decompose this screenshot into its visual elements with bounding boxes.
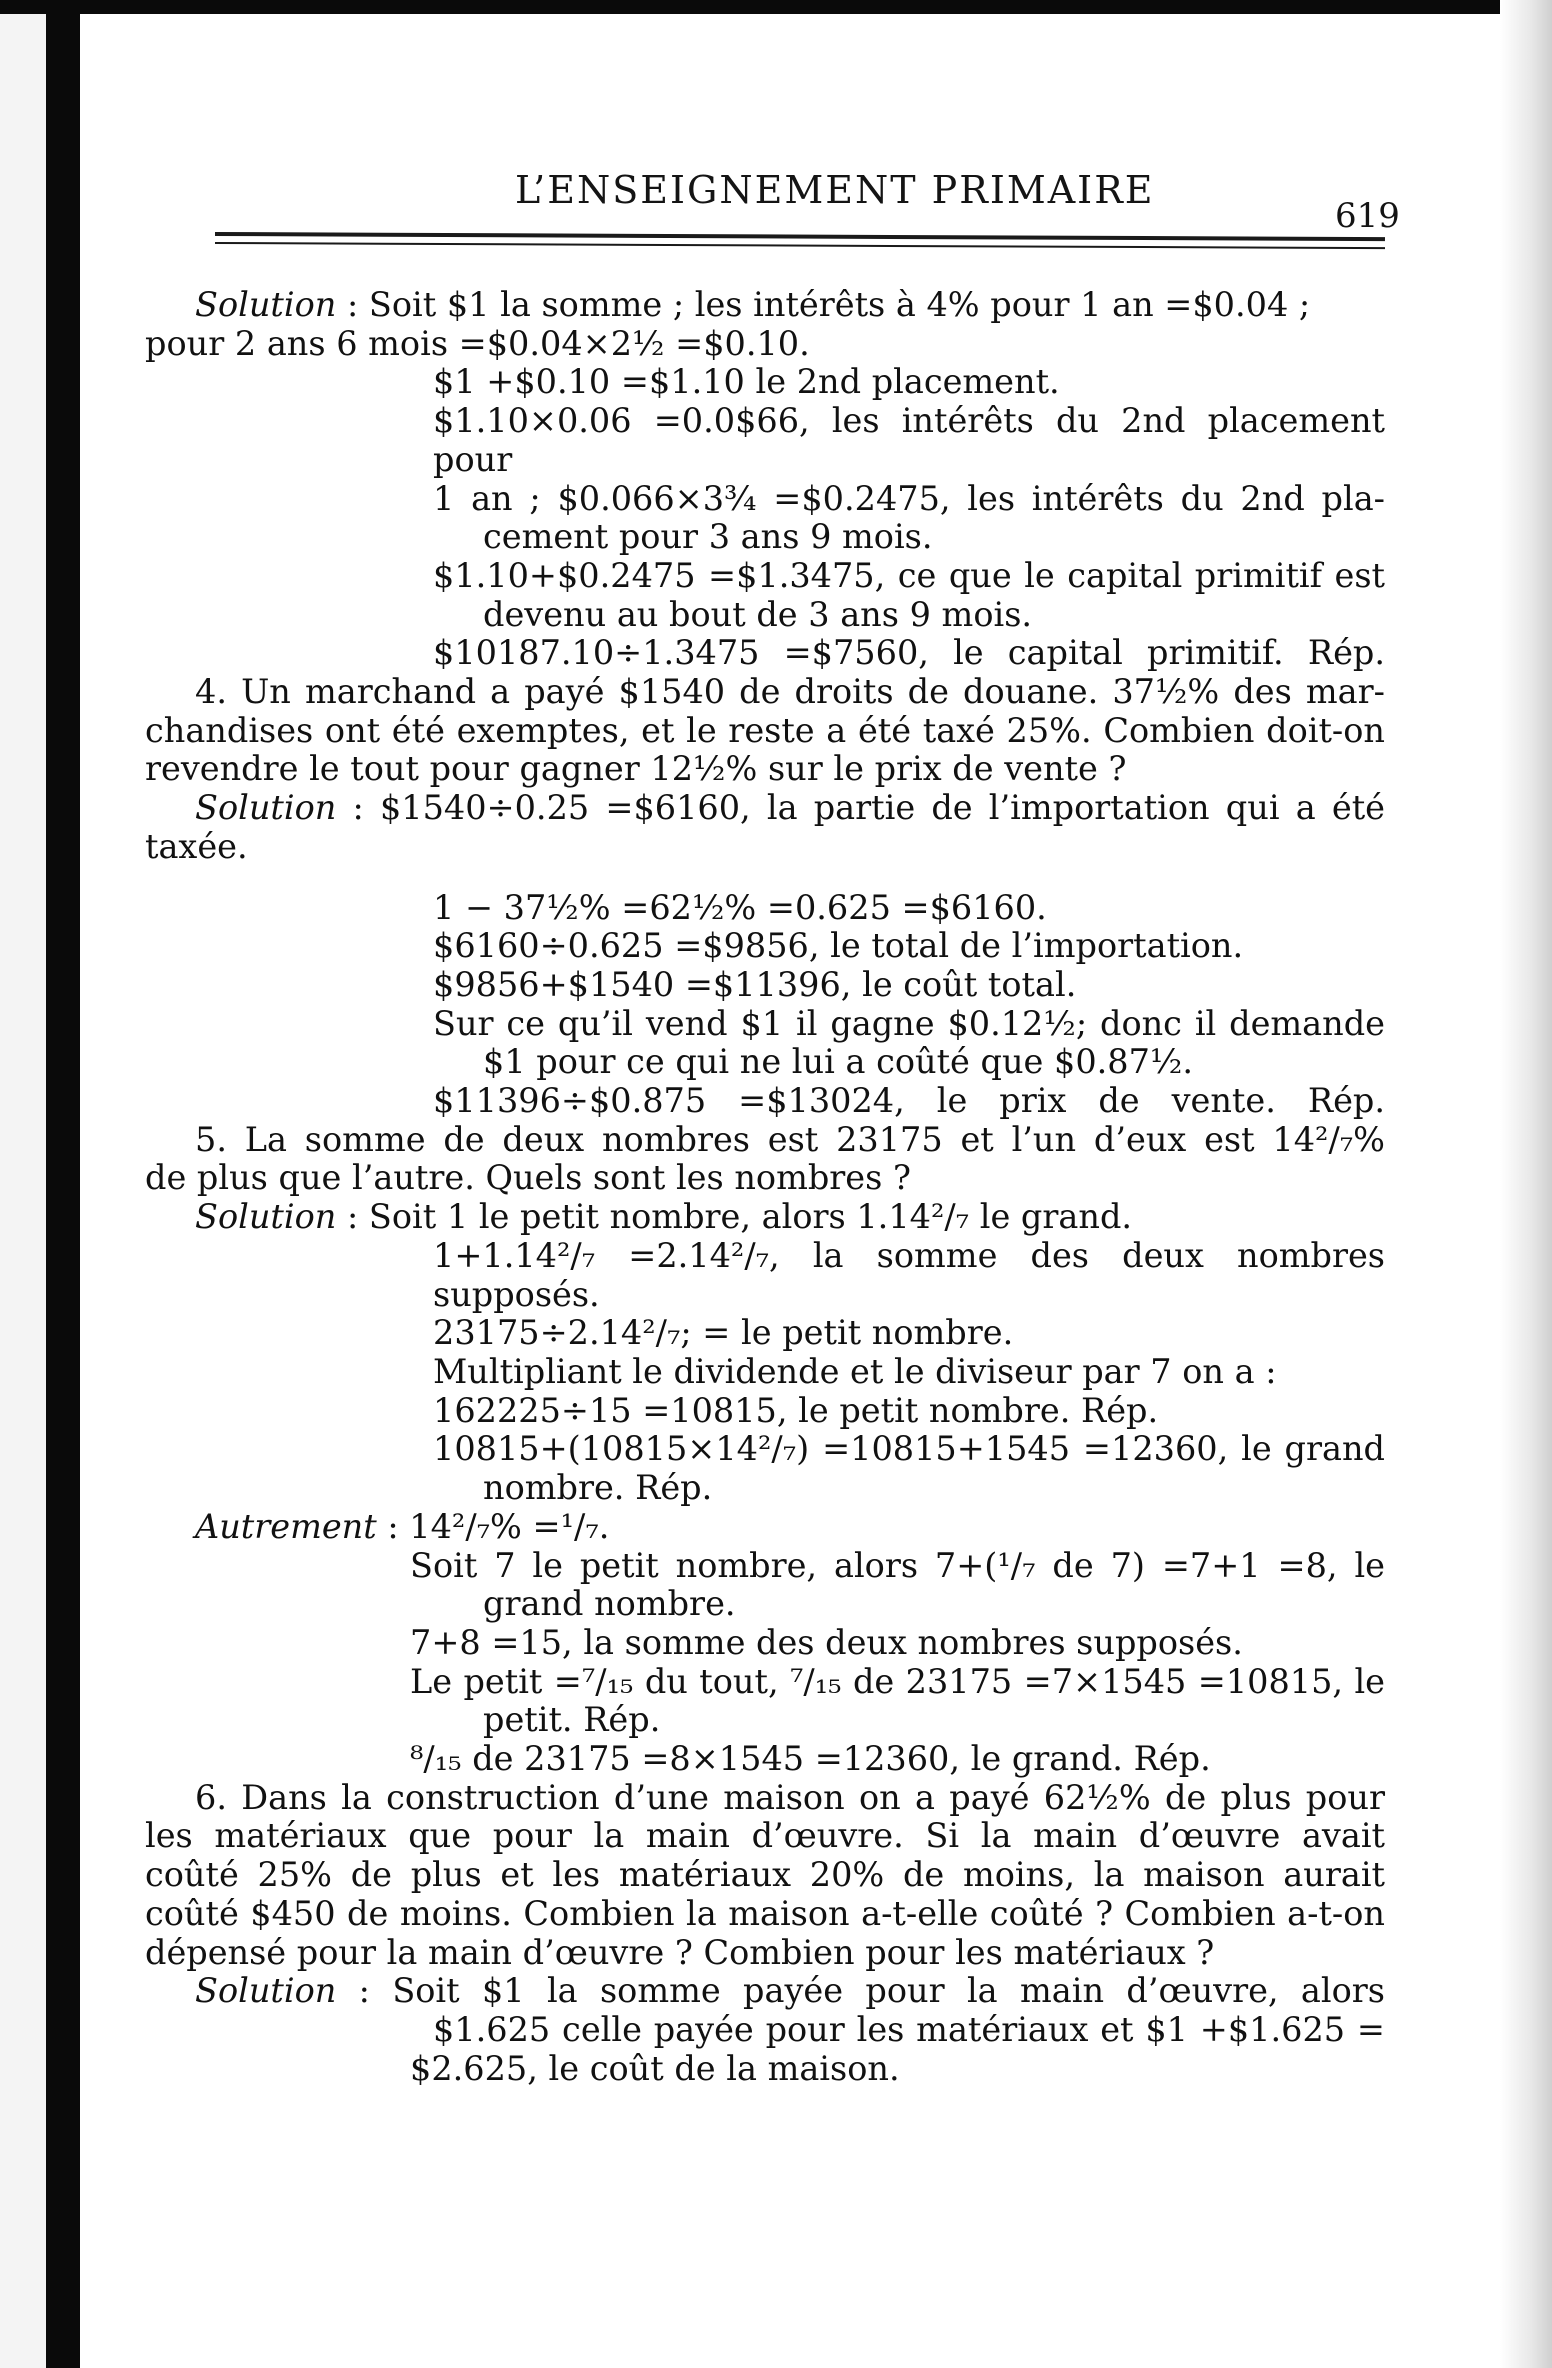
text-line (145, 1392, 1385, 1431)
text-line (145, 750, 1385, 789)
line-text: 162225÷15 =10815, le petit nombre. Rép. (433, 1390, 1159, 1430)
line-text: Le petit =⁷/₁₅ du tout, ⁷/₁₅ de 23175 =7×1545 =10815, le (410, 1661, 1385, 1701)
text-line (145, 1508, 1385, 1547)
text-line (145, 1740, 1385, 1779)
solution-label: Solution (195, 1971, 337, 2011)
text-line (145, 1895, 1385, 1934)
line-text: : Soit $1 la somme ; les intérêts à 4% pour 1 an =$0.04 ; (336, 285, 1311, 324)
scan-top-border (0, 0, 1552, 14)
line-text: Multipliant le dividende et le diviseur par 7 on a : (433, 1351, 1277, 1391)
line-text: coûté 25% de plus et les matériaux 20% de moins, la maison aurait (145, 1855, 1385, 1895)
solution-label: Solution (195, 1197, 337, 1237)
text-line (145, 286, 1385, 325)
text-line (145, 1701, 1385, 1740)
text-line (145, 325, 1385, 364)
text-line (145, 518, 1385, 557)
text-line (145, 480, 1385, 519)
text-line (145, 1856, 1385, 1895)
body-text (145, 286, 1385, 2088)
line-text: grand nombre. (483, 1584, 736, 1624)
line-text: $2.625, le coût de la maison. (410, 2048, 900, 2088)
line-text: dépensé pour la main d’œuvre ? Combien pour les matériaux ? (145, 1932, 1215, 1972)
text-line (145, 596, 1385, 635)
line-text: $6160÷0.625 =$9856, le total de l’importation. (433, 926, 1244, 966)
line-text: 1 an ; $0.066×3¾ =$0.2475, les intérêts du 2nd pla- (433, 478, 1385, 518)
text-line (145, 1314, 1385, 1353)
line-text: 7+8 =15, la somme des deux nombres supposés. (410, 1622, 1243, 1662)
text-line (145, 1585, 1385, 1624)
line-text: 23175÷2.14²/₇; = le petit nombre. (433, 1313, 1014, 1353)
line-text: nombre. Rép. (483, 1468, 713, 1508)
line-text: 1+1.14²/₇ =2.14²/₇, la somme des deux nombres supposés. (433, 1235, 1385, 1314)
text-line (145, 789, 1385, 828)
text-line (145, 2011, 1385, 2050)
text-line (145, 673, 1385, 712)
line-text: : Soit 1 le petit nombre, alors 1.14²/₇ le grand. (336, 1197, 1133, 1237)
text-line (145, 1817, 1385, 1856)
text-line (145, 1624, 1385, 1663)
scan-right-shadow (1500, 0, 1552, 2368)
text-line (145, 2050, 1385, 2089)
text-line (145, 1469, 1385, 1508)
text-line (145, 1430, 1385, 1469)
line-text: 10815+(10815×14²/₇) =10815+1545 =12360, le grand (433, 1429, 1385, 1469)
page-number: 619 (1335, 196, 1400, 236)
line-text: chandises ont été exemptes, et le reste a été taxé 25%. Combien doit-on (145, 710, 1385, 750)
text-line (145, 402, 1385, 479)
line-text: pour 2 ans 6 mois =$0.04×2½ =$0.10. (145, 323, 810, 363)
text-line (145, 1237, 1385, 1314)
line-text: : Soit $1 la somme payée pour la main d’œuvre, alors (336, 1971, 1385, 2011)
text-line (145, 1663, 1385, 1702)
line-text: $1 pour ce qui ne lui a coûté que $0.87½. (483, 1042, 1194, 1082)
text-line (145, 363, 1385, 402)
text-line (145, 712, 1385, 751)
solution-label: Solution (195, 285, 337, 324)
text-line (145, 1353, 1385, 1392)
line-text: les matériaux que pour la main d’œuvre. Si la main d’œuvre avait (145, 1816, 1385, 1856)
line-text: revendre le tout pour gagner 12½% sur le prix de vente ? (145, 749, 1127, 789)
text-line (145, 1198, 1385, 1237)
line-text: ⁸/₁₅ de 23175 =8×1545 =12360, le grand. Rép. (410, 1739, 1211, 1779)
line-text: devenu au bout de 3 ans 9 mois. (483, 594, 1033, 634)
line-text: $1 +$0.10 =$1.10 le 2nd placement. (433, 362, 1060, 402)
text-line (145, 1934, 1385, 1973)
line-spacer (145, 867, 1385, 889)
text-line (145, 1972, 1385, 2011)
text-line (145, 1547, 1385, 1586)
scan-left-margin (0, 0, 46, 2368)
text-line (145, 634, 1385, 673)
line-text: cement pour 3 ans 9 mois. (483, 517, 933, 557)
line-text: Sur ce qu’il vend $1 il gagne $0.12½; donc il demande (433, 1003, 1385, 1043)
line-text: petit. Rép. (483, 1700, 661, 1740)
text-line (145, 1043, 1385, 1082)
line-text: 5. La somme de deux nombres est 23175 et l’un d’eux est 14²/₇% (195, 1119, 1385, 1159)
running-head: L’ENSEIGNEMENT PRIMAIRE (515, 168, 1155, 212)
line-text: $11396÷$0.875 =$13024, le prix de vente. Rép. (433, 1081, 1385, 1121)
line-text: $1.10+$0.2475 =$1.3475, ce que le capital primitif est (433, 555, 1385, 595)
line-text: : $1540÷0.25 =$6160, la partie de l’importation qui a été (336, 788, 1385, 828)
line-text: 1 − 37½% =62½% =0.625 =$6160. (433, 887, 1047, 927)
line-text: $9856+$1540 =$11396, le coût total. (433, 964, 1077, 1004)
solution-label: Autrement (195, 1506, 377, 1546)
line-text: 4. Un marchand a payé $1540 de droits de douane. 37½% des mar- (195, 672, 1385, 712)
line-text: taxée. (145, 826, 248, 866)
line-text: Soit 7 le petit nombre, alors 7+(¹/₇ de 7) =7+1 =8, le (410, 1545, 1385, 1585)
line-text: : 14²/₇% =¹/₇. (376, 1506, 610, 1546)
text-line (145, 828, 1385, 867)
line-text: de plus que l’autre. Quels sont les nombres ? (145, 1158, 911, 1198)
line-text: $10187.10÷1.3475 =$7560, le capital primitif. Rép. (433, 633, 1385, 673)
text-line (145, 1005, 1385, 1044)
text-line (145, 966, 1385, 1005)
text-line (145, 1779, 1385, 1818)
line-text: coûté $450 de moins. Combien la maison a-t-elle coûté ? Combien a-t-on (145, 1893, 1385, 1933)
text-line (145, 927, 1385, 966)
solution-label: Solution (195, 788, 337, 828)
text-line (145, 1121, 1385, 1160)
text-line (145, 889, 1385, 928)
text-line (145, 557, 1385, 596)
text-line (145, 1082, 1385, 1121)
line-text: $1.625 celle payée pour les matériaux et $1 +$1.625 = (433, 2009, 1385, 2049)
line-text: 6. Dans la construction d’une maison on a payé 62½% de plus pour (195, 1777, 1385, 1817)
line-text: $1.10×0.06 =0.0$66, les intérêts du 2nd placement pour (433, 401, 1385, 479)
text-line (145, 1159, 1385, 1198)
scan-binding-shadow (46, 0, 80, 2368)
